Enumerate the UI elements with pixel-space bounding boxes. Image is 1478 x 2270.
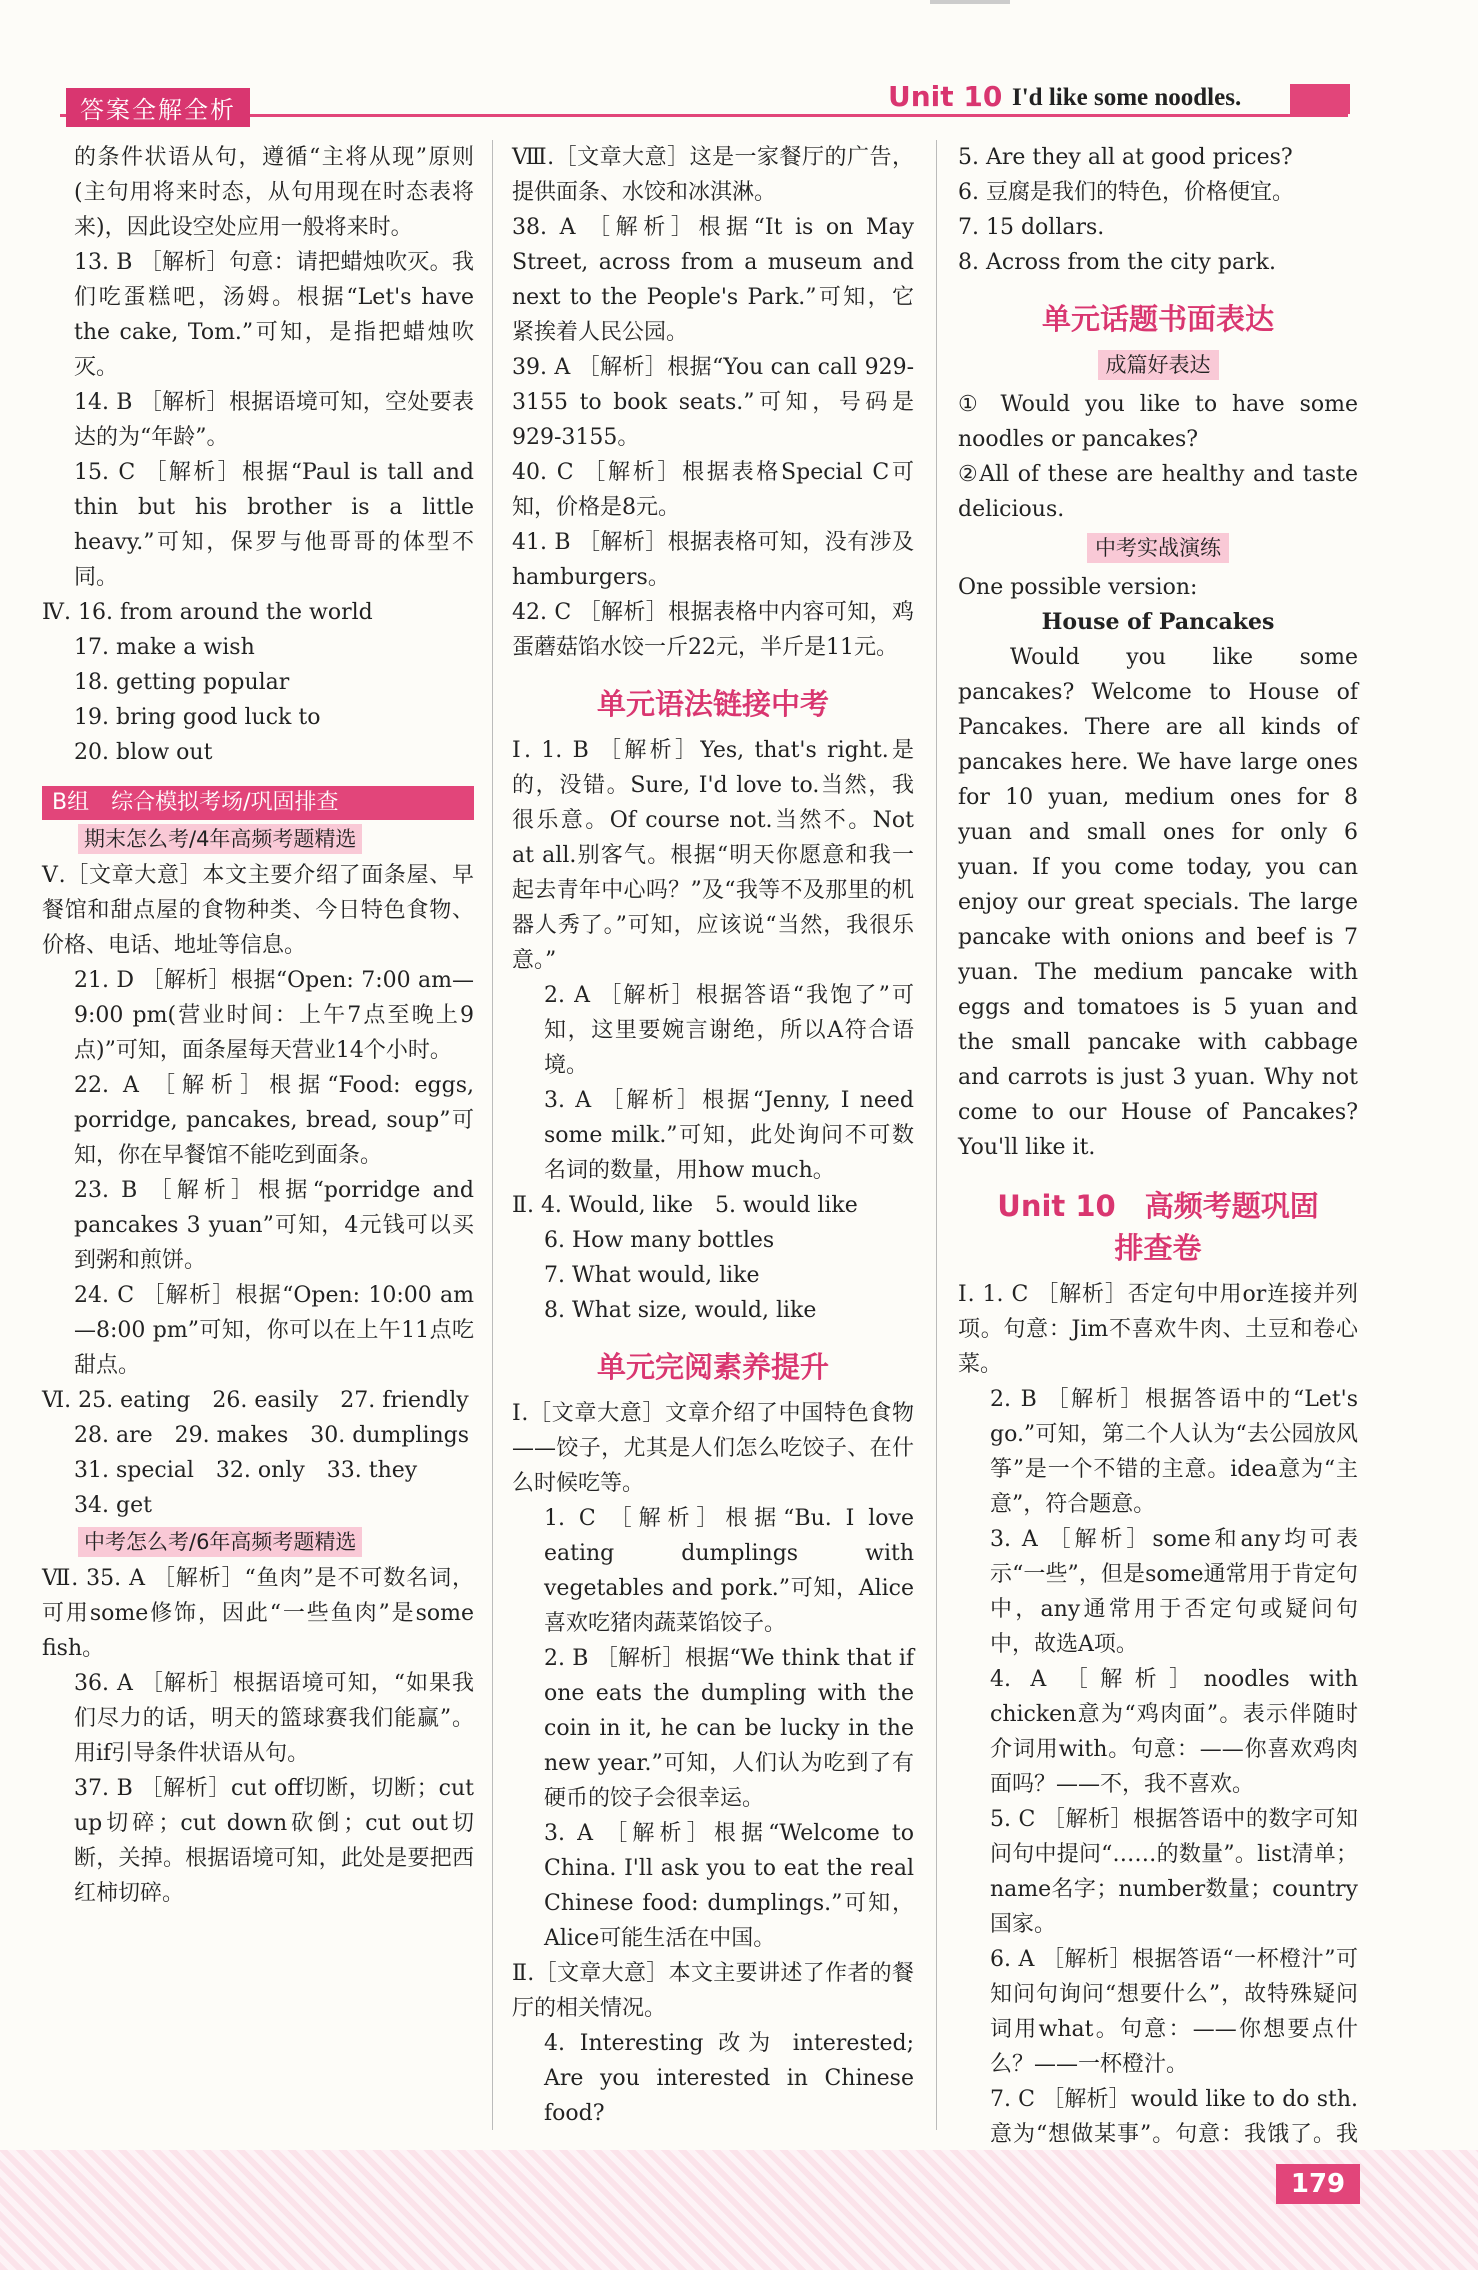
answer-14: 14. B ［解析］根据语境可知，空处要表达的为“年龄”。 — [74, 390, 474, 450]
answer-21: 21. D ［解析］根据“Open: 7:00 am—9:00 pm(营业时间：上午7点至晚上9点)”可知，面条屋每天营业14个小时。 — [74, 968, 474, 1063]
grammar-answer-1: Ⅰ. 1. B ［解析］Yes, that's right.是的，没错。Sure, I'd love to.当然，我很乐意。Of course not.当然不。Not at all.别客气。根据“明天你愿意和我一起去青年中心吗？”及“我等不及那里的机器人秀了。”可知，应该说“当然，我很乐意。” — [512, 738, 914, 973]
answer-18: 18. getting popular — [74, 670, 290, 695]
page-footer-pattern — [0, 2150, 1478, 2270]
answer-24: 24. C ［解析］根据“Open: 10:00 am—8:00 pm”可知，你可以在上午11点吃甜点。 — [74, 1283, 474, 1378]
passage-summary-v: Ⅴ.［文章大意］本文主要介绍了面条屋、早餐馆和甜点屋的食物种类、今日特色食物、价格、电话、地址等信息。 — [42, 863, 474, 958]
answers-31-33: 31. special 32. only 33. they — [74, 1458, 418, 1483]
unit-review-title-line2: 排查卷 — [1114, 1231, 1202, 1265]
review-answer-2: 2. B ［解析］根据答语中的“Let's go.”可知，第二个人认为“去公园放风筝”是一个不错的主意。idea意为“主意”，符合题意。 — [990, 1387, 1358, 1517]
answer-13: 13. B ［解析］句意：请把蜡烛吹灭。我们吃蛋糕吧，汤姆。根据“Let's have the cake, Tom.”可知，是指把蜡烛吹灭。 — [74, 250, 474, 380]
review-answer-7: 7. C ［解析］would like to do sth.意为“想做某事”。句意：我饿了。我 — [990, 2087, 1358, 2147]
reading-summary: Ⅰ.［文章大意］文章介绍了中国特色食物——饺子，尤其是人们怎么吃饺子、在什么时候吃等。 — [512, 1401, 914, 1496]
expression-1: ① Would you like to have some noodles or pancakes? — [958, 392, 1358, 452]
unit-review-title — [958, 1185, 1358, 1269]
header-tag: 答案全解全析 — [66, 88, 250, 127]
essay-body: Would you like some pancakes? Welcome to House of Pancakes. There are all kinds of pancakes here. We have large ones for 10 yuan, medium ones for 8 yuan and small ones for only 6 yuan. If you come today, you can enjoy our great specials. The large pancake with onions and beef is 7 yuan. The medium pancake with eggs and tomatoes is 5 yuan and the small pancake with cabbage and carrots is just 3 yuan. Why not come to our House of Pancakes? You'll like it. — [958, 645, 1358, 1160]
column-divider — [936, 140, 937, 2130]
answer-39: 39. A ［解析］根据“You can call 929-3155 to book seats.”可知，号码是929-3155。 — [512, 355, 914, 450]
grammar-answer-6: 6. How many bottles — [544, 1228, 775, 1253]
page-number: 179 — [1276, 2164, 1360, 2204]
column-right — [958, 140, 1358, 2187]
answer-22: 22. A ［解析］根据“Food: eggs, porridge, pancakes, bread, soup”可知，你在早餐馆不能吃到面条。 — [74, 1073, 474, 1168]
answer-19: 19. bring good luck to — [74, 705, 321, 730]
answer-17: 17. make a wish — [74, 635, 255, 660]
reading-answer-3: 3. A ［解析］根据“Welcome to China. I'll ask you to eat the real Chinese food: dumplings.”可知，Alice可能生活在中国。 — [544, 1821, 914, 1951]
answer-36: 36. A ［解析］根据语境可知，“如果我们尽力的话，明天的篮球赛我们能赢”。用if引导条件状语从句。 — [74, 1671, 474, 1766]
review-answer-4: 4. A ［解析］noodles with chicken意为“鸡肉面”。表示伴随时介词用with。句意：——你喜欢鸡肉面吗？——不，我不喜欢。 — [990, 1667, 1358, 1797]
answer-c8: 8. Across from the city park. — [958, 250, 1276, 275]
reading-answer-1: 1. C ［解析］根据“Bu. I love eating dumplings with vegetables and pork.”可知，Alice喜欢吃猪肉蔬菜馅饺子。 — [544, 1506, 914, 1636]
review-answer-5: 5. C ［解析］根据答语中的数字可知问句中提问“……的数量”。list清单；name名字；number数量；country国家。 — [990, 1807, 1358, 1937]
answers-28-30: 28. are 29. makes 30. dumplings — [74, 1423, 470, 1448]
header-unit: Unit 10 — [888, 80, 1003, 113]
answer-c7: 7. 15 dollars. — [958, 215, 1105, 240]
grammar-answer-7: 7. What would, like — [544, 1263, 760, 1288]
passage-summary-viii: Ⅷ.［文章大意］这是一家餐厅的广告，提供面条、水饺和冰淇淋。 — [512, 145, 914, 205]
expression-2: ②All of these are healthy and taste delicious. — [958, 462, 1358, 522]
answer-c5: 5. Are they all at good prices? — [958, 145, 1293, 170]
answer-15: 15. C ［解析］根据“Paul is tall and thin but his brother is a little heavy.”可知，保罗与他哥哥的体型不同。 — [74, 460, 474, 590]
good-expression-label: 成篇好表达 — [1098, 350, 1219, 380]
reading-answer-4: 4. Interesting 改为 interested; Are you interested in Chinese food? — [544, 2031, 914, 2126]
answer-40: 40. C ［解析］根据表格Special C可知，价格是8元。 — [512, 460, 914, 520]
answer-20: 20. blow out — [74, 740, 213, 765]
practice-label: 中考实战演练 — [1087, 533, 1229, 563]
answers-25-27: Ⅵ. 25. eating 26. easily 27. friendly — [42, 1388, 469, 1413]
page-header — [0, 0, 1478, 130]
answer-41: 41. B ［解析］根据表格可知，没有涉及hamburgers。 — [512, 530, 914, 590]
answer-16: Ⅳ. 16. from around the world — [42, 600, 373, 625]
review-answer-1: Ⅰ. 1. C ［解析］否定句中用or连接并列项。句意：Jim不喜欢牛肉、土豆和卷心菜。 — [958, 1282, 1358, 1377]
answer-42: 42. C ［解析］根据表格中内容可知，鸡蛋蘑菇馅水饺一斤22元，半斤是11元。 — [512, 600, 914, 660]
header-title: I'd like some noodles. — [1012, 84, 1242, 111]
top-mark — [930, 0, 1010, 4]
section-title-writing: 单元话题书面表达 — [1041, 302, 1274, 336]
column-left — [42, 140, 474, 1911]
answer-34: 34. get — [74, 1493, 152, 1518]
essay-title: House of Pancakes — [1041, 609, 1275, 635]
group-b-banner: B组 综合模拟考场/巩固排查 — [42, 786, 474, 820]
unit-review-title-line1: Unit 10 高频考题巩固 — [997, 1189, 1319, 1223]
answer-23: 23. B ［解析］根据“porridge and pancakes 3 yuan”可知，4元钱可以买到粥和煎饼。 — [74, 1178, 474, 1273]
reading-answer-2: 2. B ［解析］根据“We think that if one eats the dumpling with the coin in it, he can be lucky in the new year.”可知，人们认为吃到了有硬币的饺子会很幸运。 — [544, 1646, 914, 1811]
review-answer-3: 3. A ［解析］some和any均可表示“一些”，但是some通常用于肯定句中，any通常用于否定句或疑问句中，故选A项。 — [990, 1527, 1358, 1657]
column-divider — [492, 140, 493, 2130]
column-middle — [512, 140, 914, 2131]
grammar-answer-3: 3. A ［解析］根据“Jenny, I need some milk.”可知，此处询问不可数名词的数量，用how much。 — [544, 1088, 914, 1183]
section-title-reading: 单元完阅素养提升 — [596, 1350, 829, 1384]
grammar-answer-8: 8. What size, would, like — [544, 1298, 817, 1323]
possible-version: One possible version: — [958, 575, 1198, 600]
exam-6yr-label: 中考怎么考/6年高频考题精选 — [78, 1527, 362, 1557]
grammar-answer-2: 2. A ［解析］根据答语“我饱了”可知，这里要婉言谢绝，所以A符合语境。 — [544, 983, 914, 1078]
header-accent-block — [1290, 84, 1350, 114]
grammar-answer-4-5: Ⅱ. 4. Would, like 5. would like — [512, 1193, 858, 1218]
answer-38: 38. A ［解析］根据“It is on May Street, across from a museum and next to the People's Park.”可知，它紧挨着人民公园。 — [512, 215, 914, 345]
answer-c6: 6. 豆腐是我们的特色，价格便宜。 — [958, 180, 1294, 205]
reading-summary-ii: Ⅱ.［文章大意］本文主要讲述了作者的餐厅的相关情况。 — [512, 1961, 914, 2021]
exam-4yr-label: 期末怎么考/4年高频考题精选 — [78, 824, 362, 854]
answer-35: Ⅶ. 35. A ［解析］“鱼肉”是不可数名词，可用some修饰，因此“一些鱼肉”是some fish。 — [42, 1566, 474, 1661]
section-title-grammar: 单元语法链接中考 — [596, 687, 829, 721]
header-rule — [60, 114, 1348, 117]
text-block: 的条件状语从句，遵循“主将从现”原则(主句用将来时态，从句用现在时态表将来)，因此设空处应用一般将来时。 — [74, 145, 474, 240]
review-answer-6: 6. A ［解析］根据答语“一杯橙汁”可知问句询问“想要什么”，故特殊疑问词用what。句意：——你想要点什么？——一杯橙汁。 — [990, 1947, 1358, 2077]
answer-37: 37. B ［解析］cut off切断，切断；cut up切碎；cut down砍倒；cut out切断，关掉。根据语境可知，此处是要把西红柿切碎。 — [74, 1776, 474, 1906]
